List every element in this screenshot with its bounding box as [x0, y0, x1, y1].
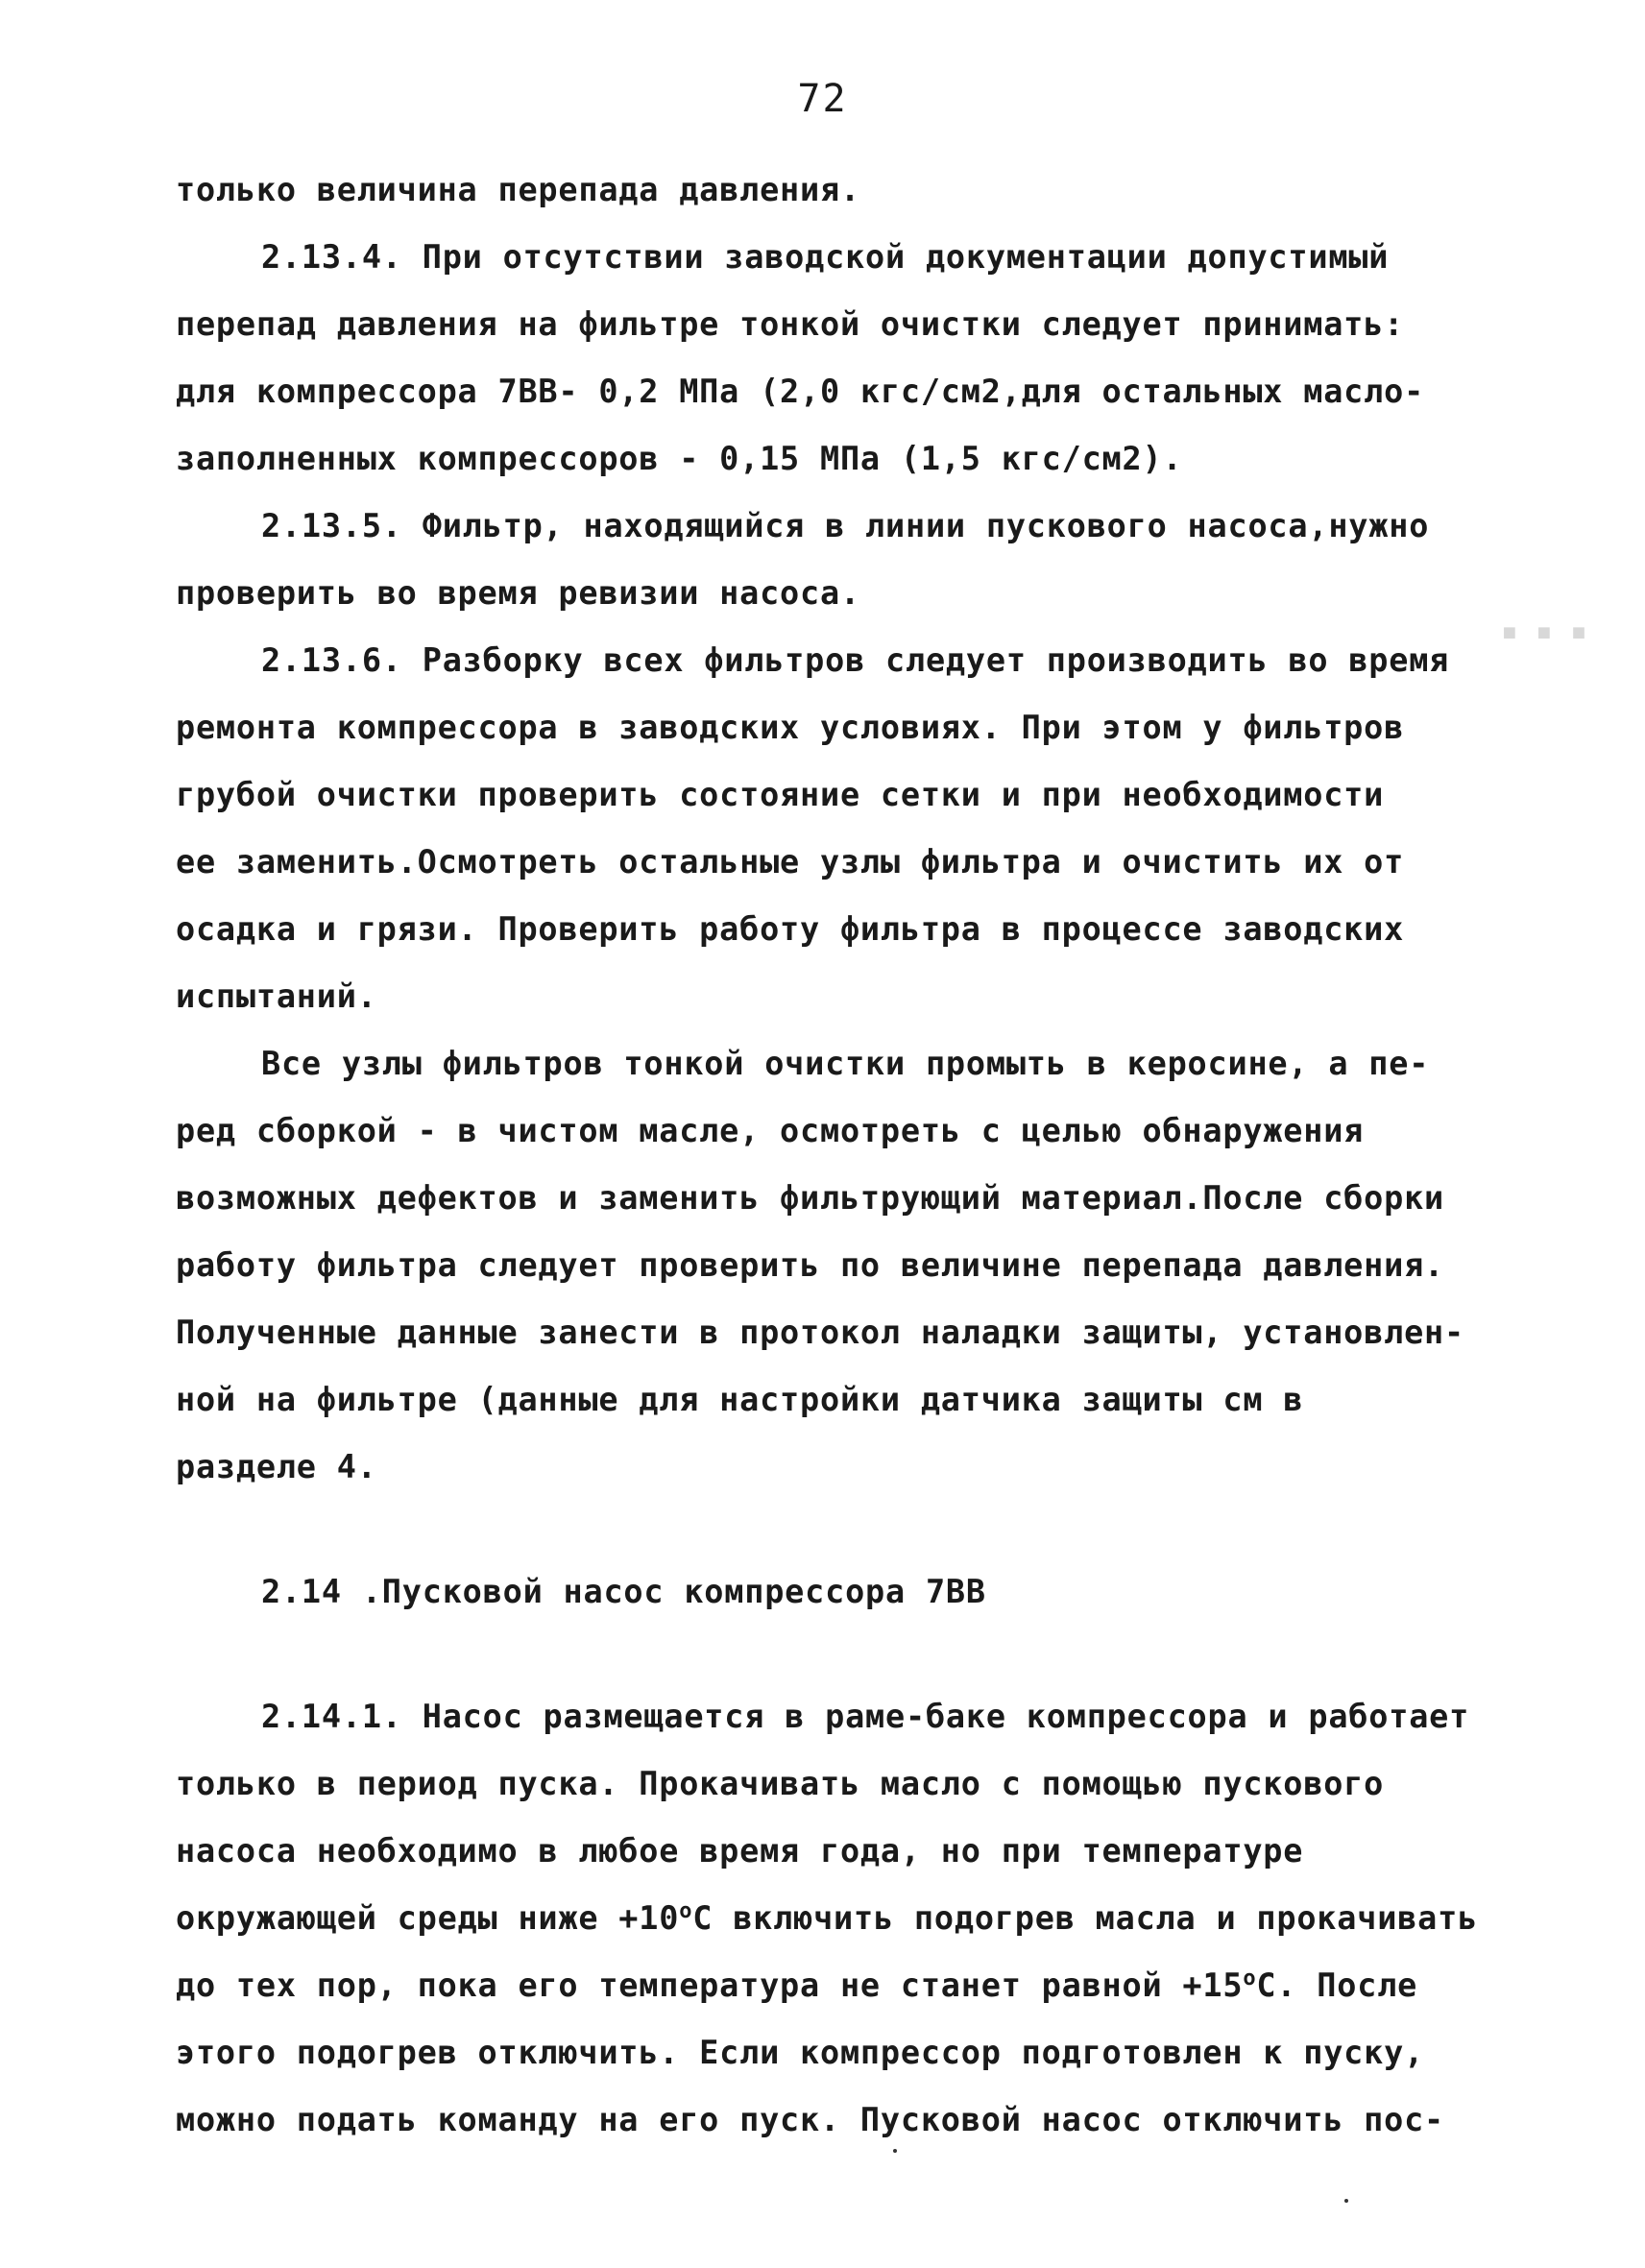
paragraph-2-14-1-line-3: насоса необходимо в любое время года, но при температуре: [176, 1832, 1304, 1870]
text-segment: С. После: [1256, 1966, 1418, 2004]
section-heading-2-14: 2.14 .Пусковой насос компрессора 7ВВ: [261, 1573, 986, 1610]
paragraph-2-13-5-line-2: проверить во время ревизии насоса.: [176, 574, 860, 612]
paragraph-cleaning-line-6: ной на фильтре (данные для настройки датчика защиты см в: [176, 1381, 1304, 1418]
text-segment: С включить подогрев масла и прокачивать: [692, 1899, 1479, 1937]
scan-speck: [1344, 2199, 1348, 2203]
paragraph-2-13-6-line-3: грубой очистки проверить состояние сетки и при необходимости: [176, 776, 1385, 813]
bleed-through-mark: ▪ ▪ ▪: [1500, 615, 1587, 648]
paragraph-cleaning-line-2: ред сборкой - в чистом масле, осмотреть с целью обнаружения: [176, 1112, 1365, 1149]
paragraph-2-13-4-line-3: для компрессора 7ВВ- 0,2 МПа (2,0 кгс/см2,для остальных масло-: [176, 373, 1425, 410]
paragraph-2-13-4-line-1: 2.13.4. При отсутствии заводской документации допустимый: [261, 238, 1390, 276]
paragraph-2-13-4-line-2: перепад давления на фильтре тонкой очистки следует принимать:: [176, 305, 1405, 343]
paragraph-cleaning-line-1: Все узлы фильтров тонкой очистки промыть в керосине, а пе-: [261, 1045, 1430, 1082]
paragraph-2-13-6-line-6: испытаний.: [176, 977, 377, 1015]
paragraph-2-13-5-line-1: 2.13.5. Фильтр, находящийся в линии пускового насоса,нужно: [261, 507, 1430, 544]
paragraph-cleaning-line-7: разделе 4.: [176, 1448, 377, 1485]
paragraph-2-14-1-line-5: [176, 1966, 1417, 2005]
paragraph-2-14-1-line-1: 2.14.1. Насос размещается в раме-баке компрессора и работает: [261, 1698, 1470, 1735]
text-line-1: только величина перепада давления.: [176, 171, 860, 208]
text-segment: до тех пор, пока его температура не станет равной +15: [176, 1966, 1244, 2004]
paragraph-2-13-4-line-4: заполненных компрессоров - 0,15 МПа (1,5 кгс/см2).: [176, 440, 1183, 477]
paragraph-2-14-1-line-7: можно подать команду на его пуск. Пусковой насос отключить пос-: [176, 2101, 1445, 2138]
page-number: 72: [797, 77, 848, 121]
paragraph-2-13-6-line-5: осадка и грязи. Проверить работу фильтра в процессе заводских: [176, 910, 1405, 948]
paragraph-cleaning-line-3: возможных дефектов и заменить фильтрующий материал.После сборки: [176, 1179, 1445, 1217]
paragraph-2-13-6-line-2: ремонта компрессора в заводских условиях. При этом у фильтров: [176, 709, 1405, 746]
paragraph-cleaning-line-4: работу фильтра следует проверить по величине перепада давления.: [176, 1246, 1445, 1284]
text-segment: окружающей среды ниже +10: [176, 1899, 680, 1937]
scan-speck: [893, 2149, 897, 2153]
paragraph-2-13-6-line-4: ее заменить.Осмотреть остальные узлы фильтра и очистить их от: [176, 843, 1405, 881]
degree-superscript: о: [1243, 1966, 1257, 1991]
paragraph-cleaning-line-5: Полученные данные занести в протокол наладки защиты, установлен-: [176, 1314, 1464, 1351]
paragraph-2-14-1-line-6: этого подогрев отключить. Если компрессор подготовлен к пуску,: [176, 2034, 1425, 2071]
paragraph-2-13-6-line-1: 2.13.6. Разборку всех фильтров следует производить во время: [261, 641, 1450, 679]
paragraph-2-14-1-line-2: только в период пуска. Прокачивать масло с помощью пускового: [176, 1765, 1385, 1802]
degree-superscript: о: [679, 1899, 693, 1923]
paragraph-2-14-1-line-4: [176, 1899, 1478, 1938]
